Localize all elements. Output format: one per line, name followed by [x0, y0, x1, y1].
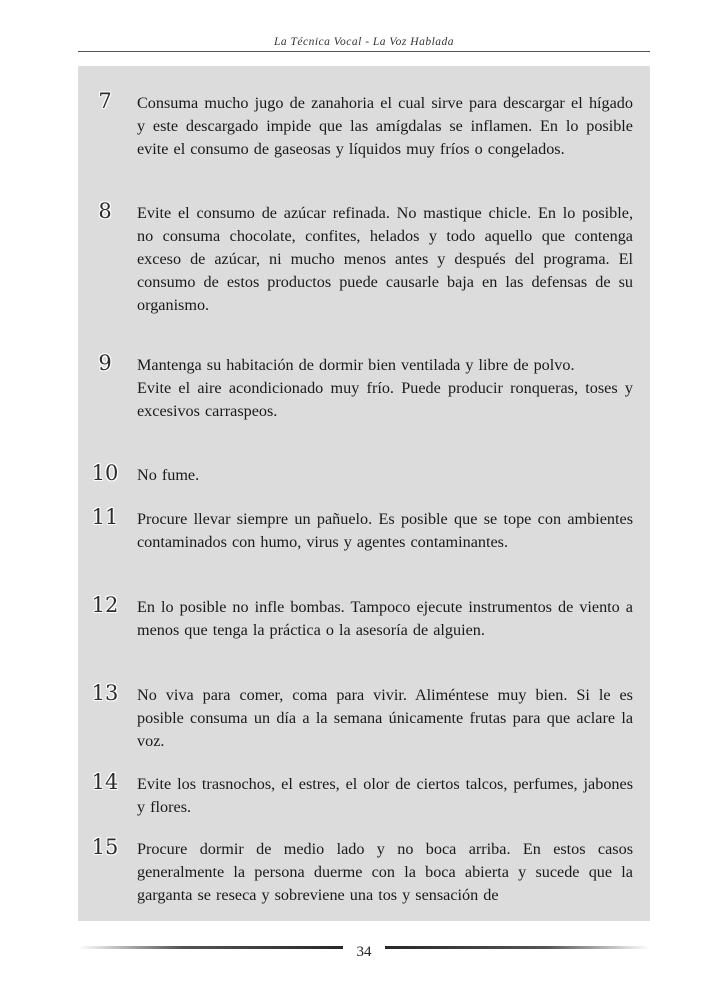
item-number: 10: [91, 461, 119, 485]
running-header: La Técnica Vocal - La Voz Hablada: [273, 36, 455, 48]
item-paragraph: Mantenga su habitación de dormir bien ventilada y libre de polvo.: [137, 356, 575, 374]
item-text: [137, 202, 633, 317]
item-number: 14: [91, 770, 119, 794]
item-number: 15: [91, 835, 119, 859]
item-number: 9: [98, 351, 112, 375]
item-text: [137, 773, 633, 819]
item-text: [137, 354, 633, 423]
item-number: 7: [98, 89, 112, 113]
item-paragraph: Procure dormir de medio lado y no boca arriba. En estos casos generalmente la persona duerme con la boca abierta y sucede que la garganta se reseca y sobreviene una tos y sensación de: [137, 840, 633, 904]
header-rule: [78, 51, 650, 52]
item-text: [137, 684, 633, 753]
item-text: [137, 596, 633, 642]
item-paragraph: Evite el aire acondicionado muy frío. Puede producir ronqueras, toses y excesivos carraspeos.: [137, 379, 633, 420]
item-paragraph: Consuma mucho jugo de zanahoria el cual sirve para descargar el hígado y este descargado impide que las amígdalas se inflamen. En lo posible evite el consumo de gaseosas y líquidos muy fríos o congelados.: [137, 94, 633, 158]
item-paragraph: Evite los trasnochos, el estres, el olor de ciertos talcos, perfumes, jabones y flores.: [137, 775, 633, 816]
page-number: 34: [343, 940, 385, 964]
item-number: 12: [91, 593, 119, 617]
item-number: 11: [91, 505, 119, 529]
item-paragraph: No fume.: [137, 466, 200, 484]
item-paragraph: Procure llevar siempre un pañuelo. Es posible que se tope con ambientes contaminados con humo, virus y agentes contaminantes.: [137, 510, 633, 551]
item-text: [137, 92, 633, 161]
item-number: 8: [98, 199, 112, 223]
item-text: [137, 464, 633, 487]
item-paragraph: En lo posible no infle bombas. Tampoco ejecute instrumentos de viento a menos que tenga la práctica o la asesoría de alguien.: [137, 598, 633, 639]
content-panel: [78, 66, 650, 921]
item-paragraph: No viva para comer, coma para vivir. Aliméntese muy bien. Si le es posible consuma un día a la semana únicamente frutas para que aclare la voz.: [137, 686, 633, 750]
item-text: [137, 838, 633, 907]
item-text: [137, 508, 633, 554]
item-number: 13: [91, 681, 119, 705]
item-paragraph: Evite el consumo de azúcar refinada. No mastique chicle. En lo posible, no consuma chocolate, confites, helados y todo aquello que contenga exceso de azúcar, ni mucho menos antes y después del programa. El consumo de estos productos puede causarle baja en las defensas de su organismo.: [137, 204, 633, 314]
